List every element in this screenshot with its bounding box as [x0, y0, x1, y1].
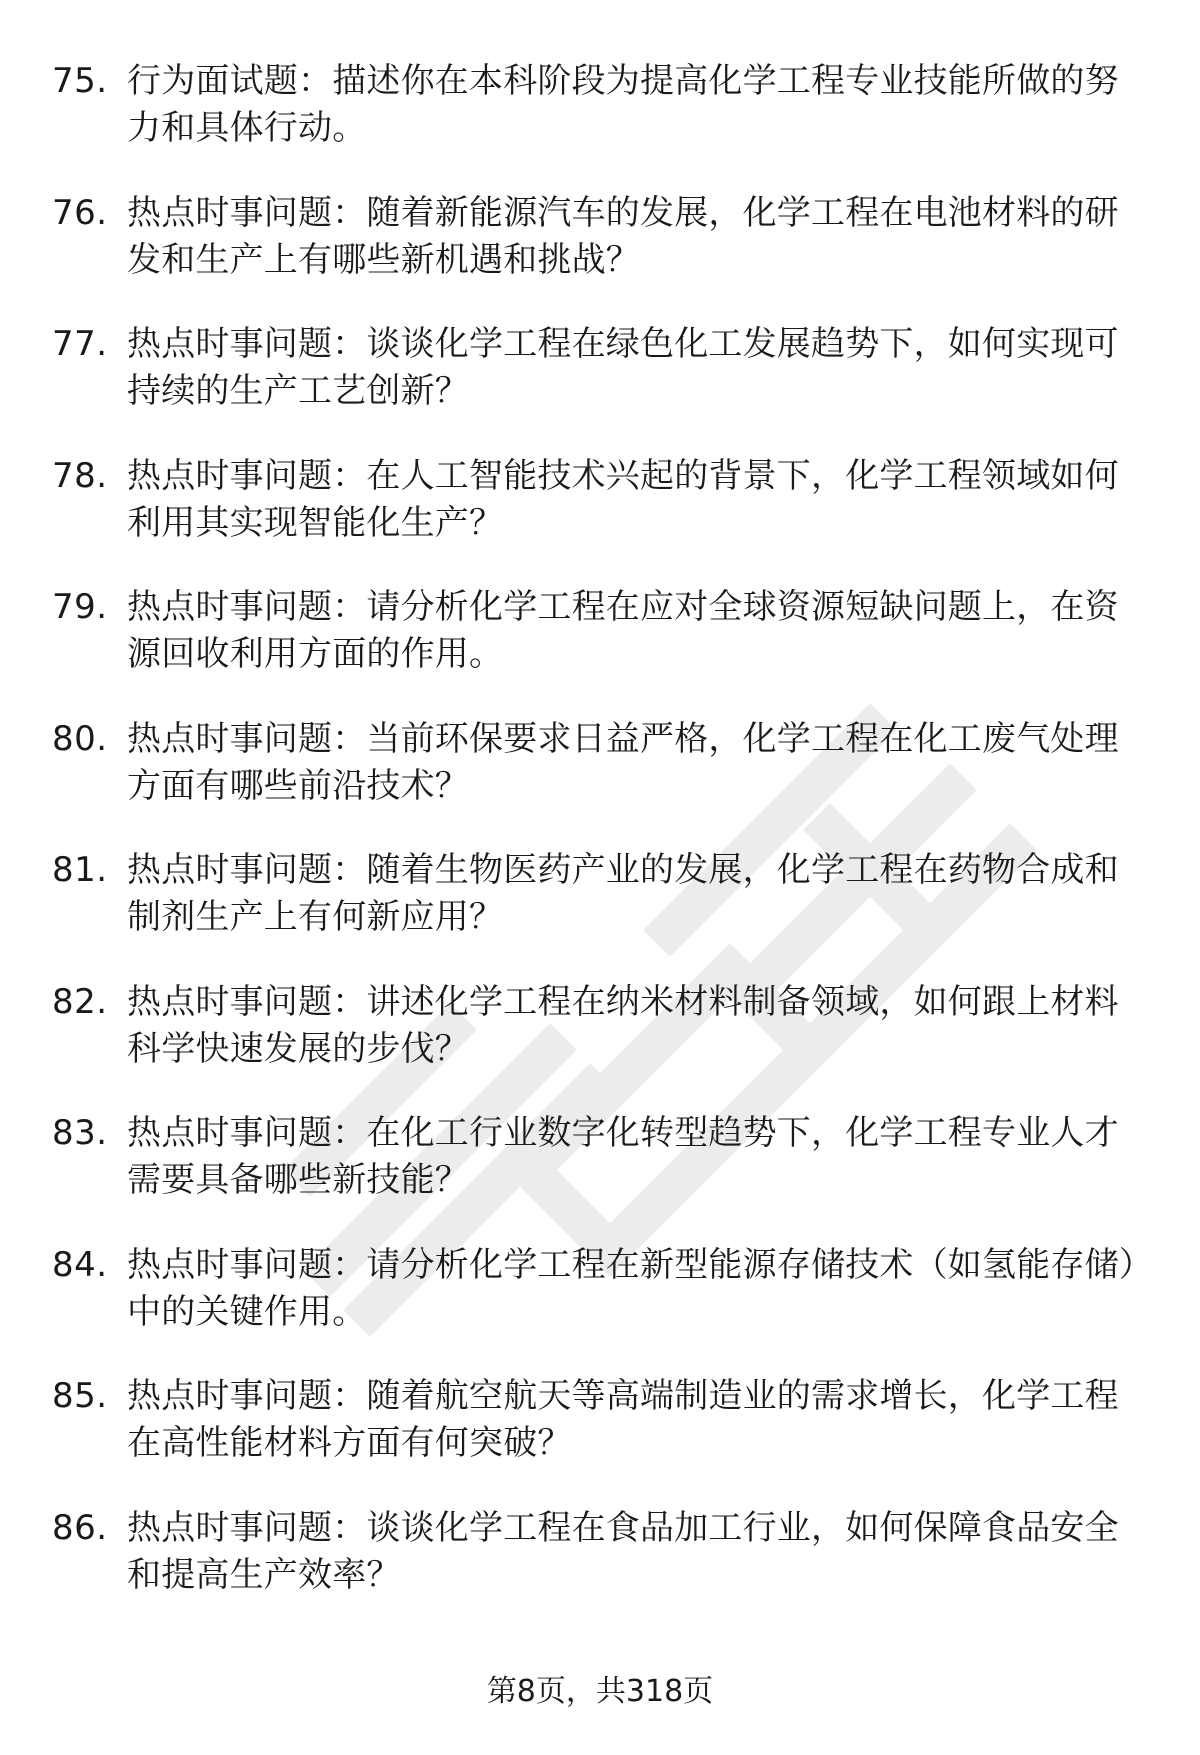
question-number: 75.	[52, 61, 108, 101]
question-text: 热点时事问题：谈谈化学工程在食品加工行业，如何保障食品安全和提高生产效率？	[127, 1507, 1119, 1595]
question-item	[52, 453, 1142, 585]
question-number: 85.	[52, 1376, 108, 1416]
question-item	[52, 716, 1142, 848]
question-item	[52, 321, 1142, 453]
question-number: 78.	[52, 455, 108, 496]
question-item	[52, 1242, 1142, 1374]
question-item	[52, 584, 1142, 716]
question-item	[52, 58, 1142, 190]
question-text: 热点时事问题：随着航空航天等高端制造业的需求增长，化学工程在高性能材料方面有何突破？	[127, 1376, 1119, 1463]
question-text: 热点时事问题：在化工行业数字化转型趋势下，化学工程专业人才需要具备哪些新技能？	[127, 1113, 1119, 1200]
question-number: 83.	[52, 1113, 108, 1153]
question-text: 热点时事问题：当前环保要求日益严格，化学工程在化工废气处理方面有哪些前沿技术？	[127, 718, 1119, 806]
question-number: 82.	[52, 981, 108, 1022]
question-text: 热点时事问题：随着生物医药产业的发展，化学工程在药物合成和制剂生产上有何新应用？	[127, 850, 1119, 937]
question-item	[52, 1110, 1142, 1242]
question-number: 80.	[52, 718, 108, 759]
question-list	[52, 58, 1142, 1636]
question-text: 热点时事问题：请分析化学工程在新型能源存储技术（如氢能存储）中的关键作用。	[127, 1244, 1136, 1332]
question-text: 热点时事问题：在人工智能技术兴起的背景下，化学工程领域如何利用其实现智能化生产？	[127, 455, 1119, 543]
question-number: 86.	[52, 1507, 108, 1548]
question-item	[52, 190, 1142, 322]
question-item	[52, 1373, 1142, 1505]
question-item	[52, 1505, 1142, 1637]
question-number: 76.	[52, 192, 108, 233]
question-item	[52, 847, 1142, 979]
question-text: 热点时事问题：谈谈化学工程在绿色化工发展趋势下，如何实现可持续的生产工艺创新？	[127, 324, 1119, 411]
question-text: 行为面试题：描述你在本科阶段为提高化学工程专业技能所做的努力和具体行动。	[127, 61, 1119, 148]
question-number: 81.	[52, 850, 108, 890]
question-number: 79.	[52, 587, 108, 627]
question-text: 热点时事问题：请分析化学工程在应对全球资源短缺问题上，在资源回收利用方面的作用。	[127, 587, 1119, 674]
question-item	[52, 979, 1142, 1111]
question-text: 热点时事问题：讲述化学工程在纳米材料制备领域，如何跟上材料科学快速发展的步伐？	[127, 981, 1119, 1069]
question-text: 热点时事问题：随着新能源汽车的发展，化学工程在电池材料的研发和生产上有哪些新机遇和挑战？	[127, 192, 1119, 280]
page-footer: 第8页，共318页	[486, 1674, 714, 1709]
question-number: 84.	[52, 1244, 108, 1285]
question-number: 77.	[52, 324, 108, 364]
